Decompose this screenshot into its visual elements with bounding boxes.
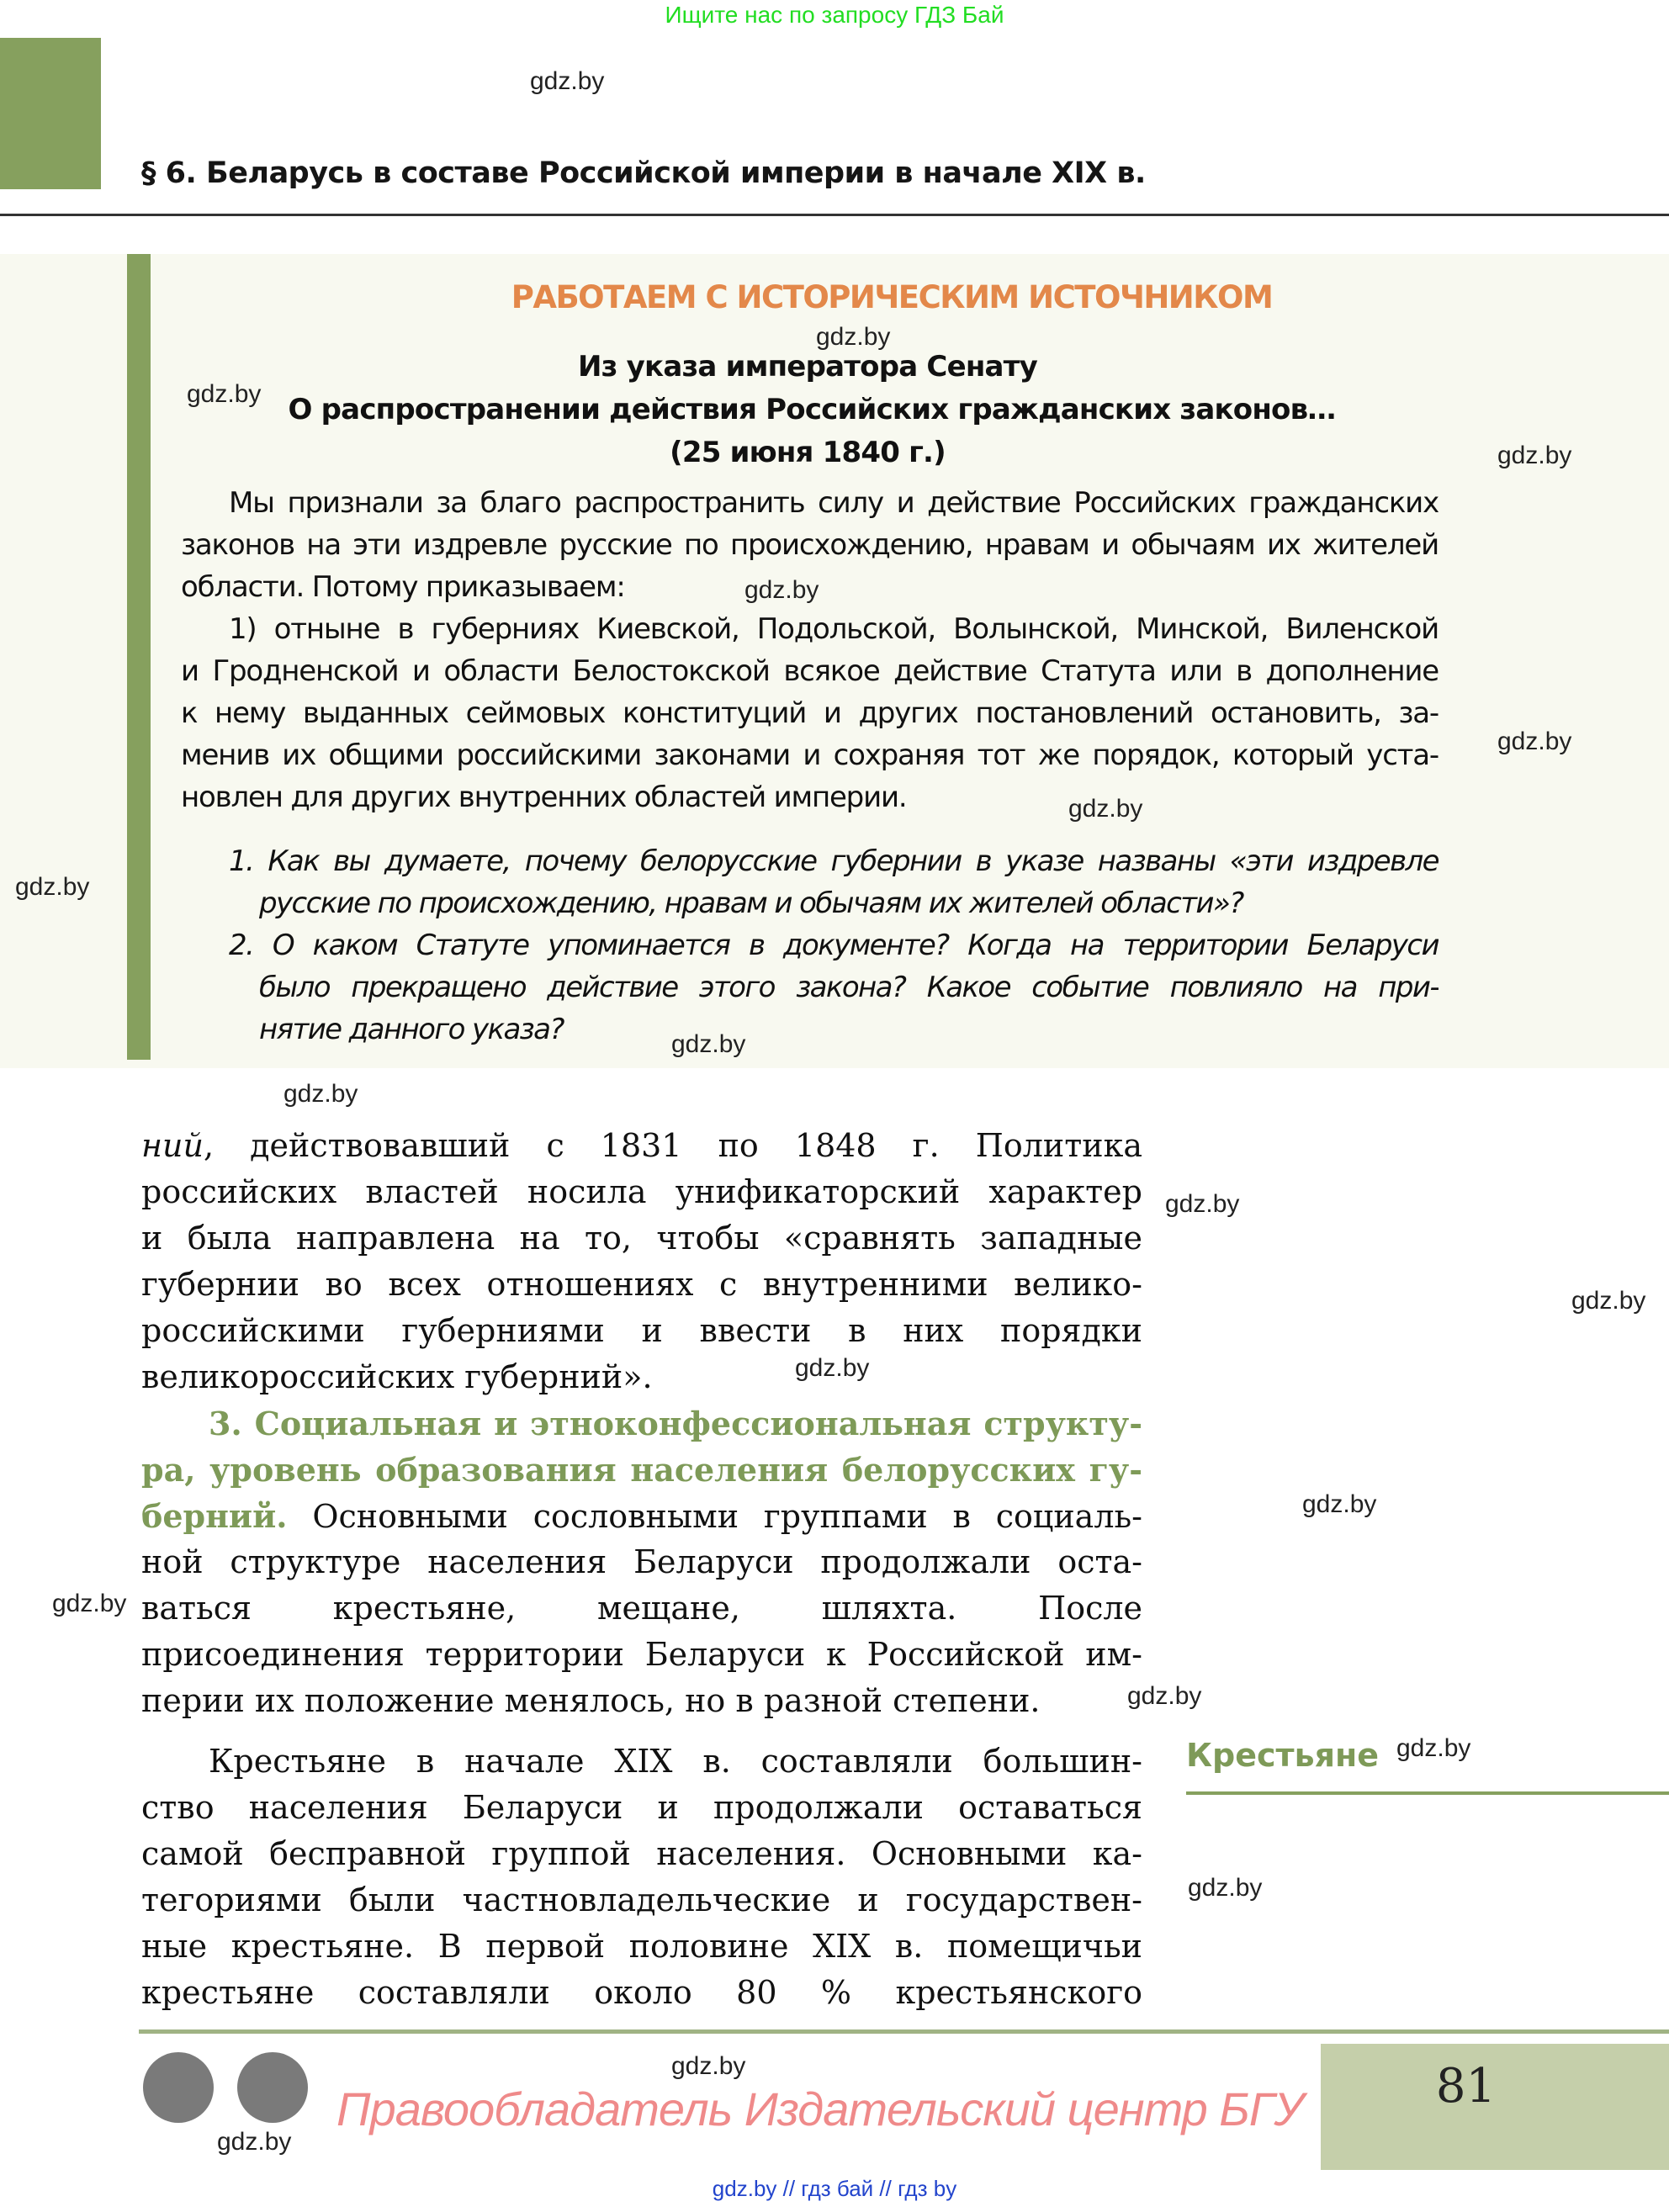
chapter-title: § 6. Беларусь в составе Российской империи в начале XIX в.: [141, 156, 1146, 190]
header-rule: [0, 214, 1669, 216]
source-text-line: и Гродненской и области Белостокской всякое действие Статута или в дополнение: [181, 654, 1439, 688]
watermark: gdz.by: [283, 1080, 358, 1108]
body-text-line: ваться крестьяне, мещане, шляхта. После: [141, 1590, 1142, 1627]
question-line: 1. Как вы думаете, почему белорусские губернии в указе названы «эти издревле: [229, 844, 1439, 878]
body-text-line: российскими губерниями и ввести в них порядки: [141, 1312, 1142, 1349]
section-heading-fragment: ра, уровень образования населения белорусских гу-: [141, 1451, 1142, 1489]
text-fragment: Основными сословными группами в социаль-: [287, 1498, 1142, 1535]
section-heading-line: [141, 1451, 1142, 1495]
watermark: gdz.by: [1396, 1734, 1471, 1762]
watermark: gdz.by: [52, 1590, 127, 1617]
question-line: 2. О каком Статуте упоминается в документе? Когда на территории Беларуси: [229, 929, 1439, 962]
margin-rule: [1186, 1791, 1669, 1795]
watermark: gdz.by: [1188, 1874, 1263, 1902]
body-text-line: ство населения Беларуси и продолжали оставаться: [141, 1789, 1142, 1826]
body-text-line: самой бесправной группой населения. Основными ка-: [141, 1835, 1142, 1872]
watermark: gdz.by: [1165, 1190, 1240, 1218]
body-text-line: и была направлена на то, чтобы «сравнять западные: [141, 1220, 1142, 1257]
text-fragment: , действовавший с 1831 по 1848 г. Политика: [203, 1127, 1142, 1164]
watermark: gdz.by: [1497, 728, 1572, 755]
page-number: 81: [1435, 2059, 1497, 2114]
watermark: gdz.by: [795, 1354, 870, 1382]
watermark: gdz.by: [671, 2052, 746, 2080]
body-text-line: присоединения территории Беларуси к Российской им-: [141, 1636, 1142, 1673]
watermark: gdz.by: [217, 2128, 292, 2156]
question-line: нятие данного указа?: [259, 1013, 564, 1046]
watermark: gdz.by: [1127, 1682, 1202, 1710]
watermark: gdz.by: [671, 1030, 746, 1058]
watermark: gdz.by: [816, 323, 891, 351]
question-line: русские по происхождению, нравам и обычаям их жителей области»?: [259, 886, 1243, 920]
watermark: gdz.by: [1302, 1490, 1377, 1518]
source-text-line: менив их общими российскими законами и сохраняя тот же порядок, который уста-: [181, 738, 1439, 772]
question-line: было прекращено действие этого закона? Какое событие повлияло на при-: [259, 971, 1439, 1004]
body-text-line: перии их положение менялось, но в разной степени.: [141, 1682, 1041, 1719]
watermark: gdz.by: [187, 380, 262, 408]
document-title-line: О распространении действия Российских гражданских законов…: [288, 393, 1336, 426]
section-heading-fragment: 3. Социальная и этноконфессиональная структу-: [209, 1405, 1142, 1442]
top-banner: Ищите нас по запросу ГДЗ Бай: [665, 2, 1004, 28]
source-text-line: законов на эти издревле русские по происхождению, нравам и обычаям их жителей: [181, 528, 1439, 562]
section-heading-fragment: берний.: [141, 1497, 288, 1535]
watermark: gdz.by: [1497, 442, 1572, 469]
body-text-line: ные крестьяне. В первой половине XIX в. помещичьи: [141, 1928, 1142, 1965]
italic-fragment: ний: [141, 1127, 204, 1164]
body-text-line: тегориями были частновладельческие и государствен-: [141, 1881, 1142, 1918]
body-text-line: великороссийских губерний».: [141, 1358, 653, 1395]
copyright-notice: Правообладатель Издательский центр БГУ: [336, 2082, 1303, 2135]
body-text-line: [141, 1497, 1142, 1541]
footer-rule: [139, 2029, 1669, 2034]
source-box-accent-bar: [127, 254, 151, 1060]
body-text-line: крестьяне составляли около 80 % крестьянского: [141, 1974, 1142, 2011]
section-heading-line: [209, 1405, 1142, 1448]
body-text-line: ной структуре населения Беларуси продолжали оста-: [141, 1543, 1142, 1580]
watermark: gdz.by: [15, 873, 90, 901]
source-heading: РАБОТАЕМ С ИСТОРИЧЕСКИМ ИСТОЧНИКОМ: [511, 279, 1273, 315]
watermark: gdz.by: [530, 67, 605, 95]
watermark: gdz.by: [1068, 795, 1143, 823]
decorative-dot: [143, 2052, 214, 2123]
decorative-dot: [237, 2052, 308, 2123]
source-text-line: к нему выданных сеймовых конституций и других постановлений остановить, за-: [181, 696, 1439, 730]
source-text-line: Мы признали за благо распространить силу и действие Российских гражданских: [229, 486, 1439, 520]
document-title-line: Из указа императора Сенату: [578, 350, 1037, 384]
footer-links[interactable]: gdz.by // гдз бай // гдз by: [712, 2176, 957, 2201]
body-text-line: губернии во всех отношениях с внутренними велико-: [141, 1266, 1142, 1303]
source-text-line: новлен для других внутренних областей империи.: [181, 781, 907, 814]
margin-keyword: Крестьяне: [1186, 1737, 1380, 1774]
watermark: gdz.by: [1571, 1287, 1646, 1315]
body-text-line: российских властей носила унификаторский характер: [141, 1173, 1142, 1210]
body-text-line: [141, 1127, 1142, 1171]
chapter-color-tab: [0, 38, 101, 189]
body-text-line: Крестьяне в начале XIX в. составляли большин-: [209, 1743, 1142, 1780]
watermark: gdz.by: [744, 576, 819, 604]
source-text-line: области. Потому приказываем:: [181, 570, 625, 604]
source-text-line: 1) отныне в губерниях Киевской, Подольской, Волынской, Минской, Виленской: [229, 612, 1439, 646]
document-date: (25 июня 1840 г.): [670, 436, 946, 469]
